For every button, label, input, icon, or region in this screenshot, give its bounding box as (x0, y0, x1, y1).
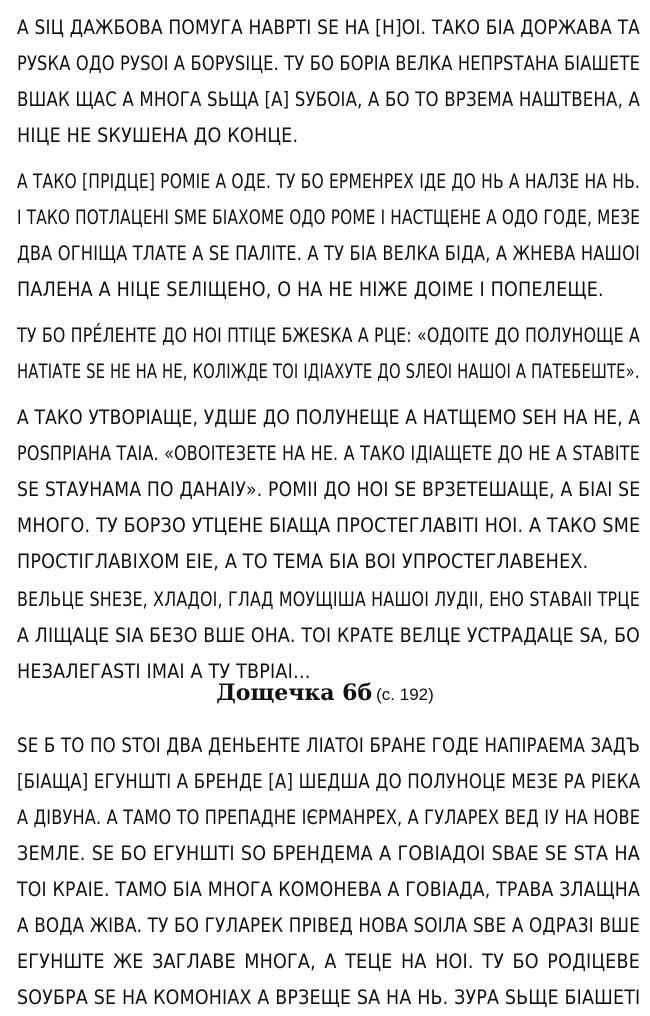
text-line: ЕГУНШТЕ ЖЕ ЗАГЛАВЕ МНОГА, А ТЕЦЕ НА НОІ. ТУ БО РОДІЦЕВЕ (17, 950, 640, 973)
text-line: ЅЕ Б ТО ПО ЅТОІ ДВА ДЕНЬЕНТЕ ЛIАТОІ БРАНЕ ГОДЕ НАПІРАЕМА ЗАДЪ (17, 734, 641, 757)
section-heading (0, 675, 650, 711)
text-line: А ЅІЦ ДАЖБОВА ПОМУГА НАВРТІ ЅЕ НА [Н]ОІ. ТАКО БІА ДОРЖАВА ТА (17, 16, 640, 39)
text-line: ЅЕ ЅТАУНАМА ПО ДАНАІУ». РОМІІ ДО НОІ ЅЕ ВРЗЕТЕШАЩЕ, А БІАІ ЅЕ (17, 478, 641, 501)
paragraph (17, 318, 640, 390)
text-line: А ЛІЩАЦЕ ЅІА БЕЗО ВШЕ ОНА. ТОІ КРАТЕ ВЕЛЦЕ УСТРАДАЦЕ ЅА, БО (17, 624, 641, 647)
text-line: ДВА ОГНІЩА ТЛАТЕ А ЅЕ ПАЛІТЕ. А ТУ БІА ВЕЛКА БІДА, А ЖНЕВА НАШОІ (17, 242, 640, 265)
text-line: ТОІ КРАІЕ. ТАМО БІА МНОГА КОМОНЕВА А ГОВІАДА, ТРАВА ЗЛАЩНА (17, 878, 640, 901)
text-line: ПАЛЕНА А НІЦЕ ЅЕЛІЩЕНО, О НА НЕ НІЖЕ ДОІМЕ І ПОПЕЛЕЩЕ. (17, 278, 604, 301)
text-line: [БІАЩА] ЕГУНШТІ А БРЕНДЕ [А] ШЕДША ДО ПОЛУНОЦЕ МЕЗЕ РА РІЕКА (17, 770, 641, 793)
text-block-top (17, 10, 640, 690)
paragraph (17, 728, 640, 1016)
text-line: РУЅКА ОДО РУЅОІ А БОРУЅІЦЕ. ТУ БО БОРІА ВЕЛКА НЕПРЅТАНА БІАШЕТЕ (17, 52, 641, 75)
text-line: ВЕЛЬЦЕ ЅНЕЗЕ, ХЛАДОІ, ГЛАД МОУЩІША НАШОІ ЛУДІІ, ЕНО ЅТАВАІІ ТРЦЕ (17, 588, 640, 611)
text-line: МНОГО. ТУ БОРЗО УТЦЕНЕ БІАЩА ПРОСТЕГЛАВІТІ НОІ. А ТАКО ЅМЕ (17, 514, 641, 537)
paragraph (17, 164, 640, 308)
heading-page-ref: (с. 192) (376, 685, 434, 704)
text-line: НІЦЕ НЕ ЅКУШЕНА ДО КОНЦЕ. (17, 124, 299, 147)
text-line: А ТАКО УТВОРІАЩЕ, УДШЕ ДО ПОЛУНЕЩЕ А НАТЩЕМО ЅЕН НА НЕ, А (17, 406, 641, 429)
text-line: ВШАК ЩАС А МНОГА ЅЬЩА [А] ЅУБОІА, А БО ТО ВРЗЕМА НАШТВЕНА, А (17, 88, 640, 111)
text-line: НЕЗАЛЕГАЅТІ ІМАІ А ТУ ТВРІАІ… (17, 660, 311, 683)
heading-title: Дощечка 6б (216, 680, 373, 706)
text-line: А ДІВУНА. А ТАМО ТО ПРЕПАДНЕ ІЄРМАНРЕХ, А ГУЛАРЕХ ВЕД ІУ НА НОВЕ (17, 806, 641, 829)
paragraph (17, 400, 640, 580)
text-line: ТУ БО ПРЕ́ЛЕНТЕ ДО НОІ ПТІЦЕ БЖЕЅКА А РЦЕ: «ОДОІТЕ ДО ПОЛУНОЩЕ А (17, 324, 640, 347)
paragraph (17, 582, 640, 690)
text-block-bottom (17, 728, 640, 1016)
text-line: А ВОДА ЖІВА. ТУ БО ГУЛАРЕК ПРІВЕД НОВА ЅОІЛА ЅВЕ А ОДРАЗІ ВШЕ (17, 914, 640, 937)
text-line: І ТАКО ПОТЛАЦЕНІ ЅМЕ БІАХОМЕ ОДО РОМЕ І НАСТЩЕНЕ А ОДО ГОДЕ, МЕЗЕ (17, 206, 641, 229)
paragraph (17, 10, 640, 154)
text-line: ЗЕМЛЕ. ЅЕ БО ЕГУНШТІ ЅО БРЕНДЕМА А ГОВІАДОІ ЅВАЕ ЅЕ ЅТА НА (17, 842, 640, 865)
text-line: РОЅПРІАНА ТАІА. «ОВОІТЕЗЕТЕ НА НЕ. А ТАКО ІДІАЩЕТЕ ДО НЕ А ЅТАВІТЕ (17, 442, 640, 465)
text-line: А ТАКО [ПРІДЦЕ] РОМІЕ А ОДЕ. ТУ БО ЕРМЕНРЕХ ІДЕ ДО НЬ А НАЛЗЕ НА НЬ. (17, 170, 640, 193)
text-line: ЅОУБРА ЅЕ НА КОМОНІАХ А ВРЗЕЩЕ ЅА НА НЬ. ЗУРА ЅЬЩЕ БІАШЕТІ (17, 986, 641, 1009)
text-line: НАТІАТЕ ЅЕ НЕ НА НЕ, КОЛІЖДЕ ТОІ ІДІАХУТЕ ДО ЅЛЕОІ НАШОІ А ПАТЕБЕШТЕ». (17, 360, 640, 383)
text-line: ПРОСТІГЛАВІХОМ ЕІЕ, А ТО ТЕМА БІА ВОІ УПРОСТЕГЛАВЕНЕХ. (17, 550, 589, 573)
